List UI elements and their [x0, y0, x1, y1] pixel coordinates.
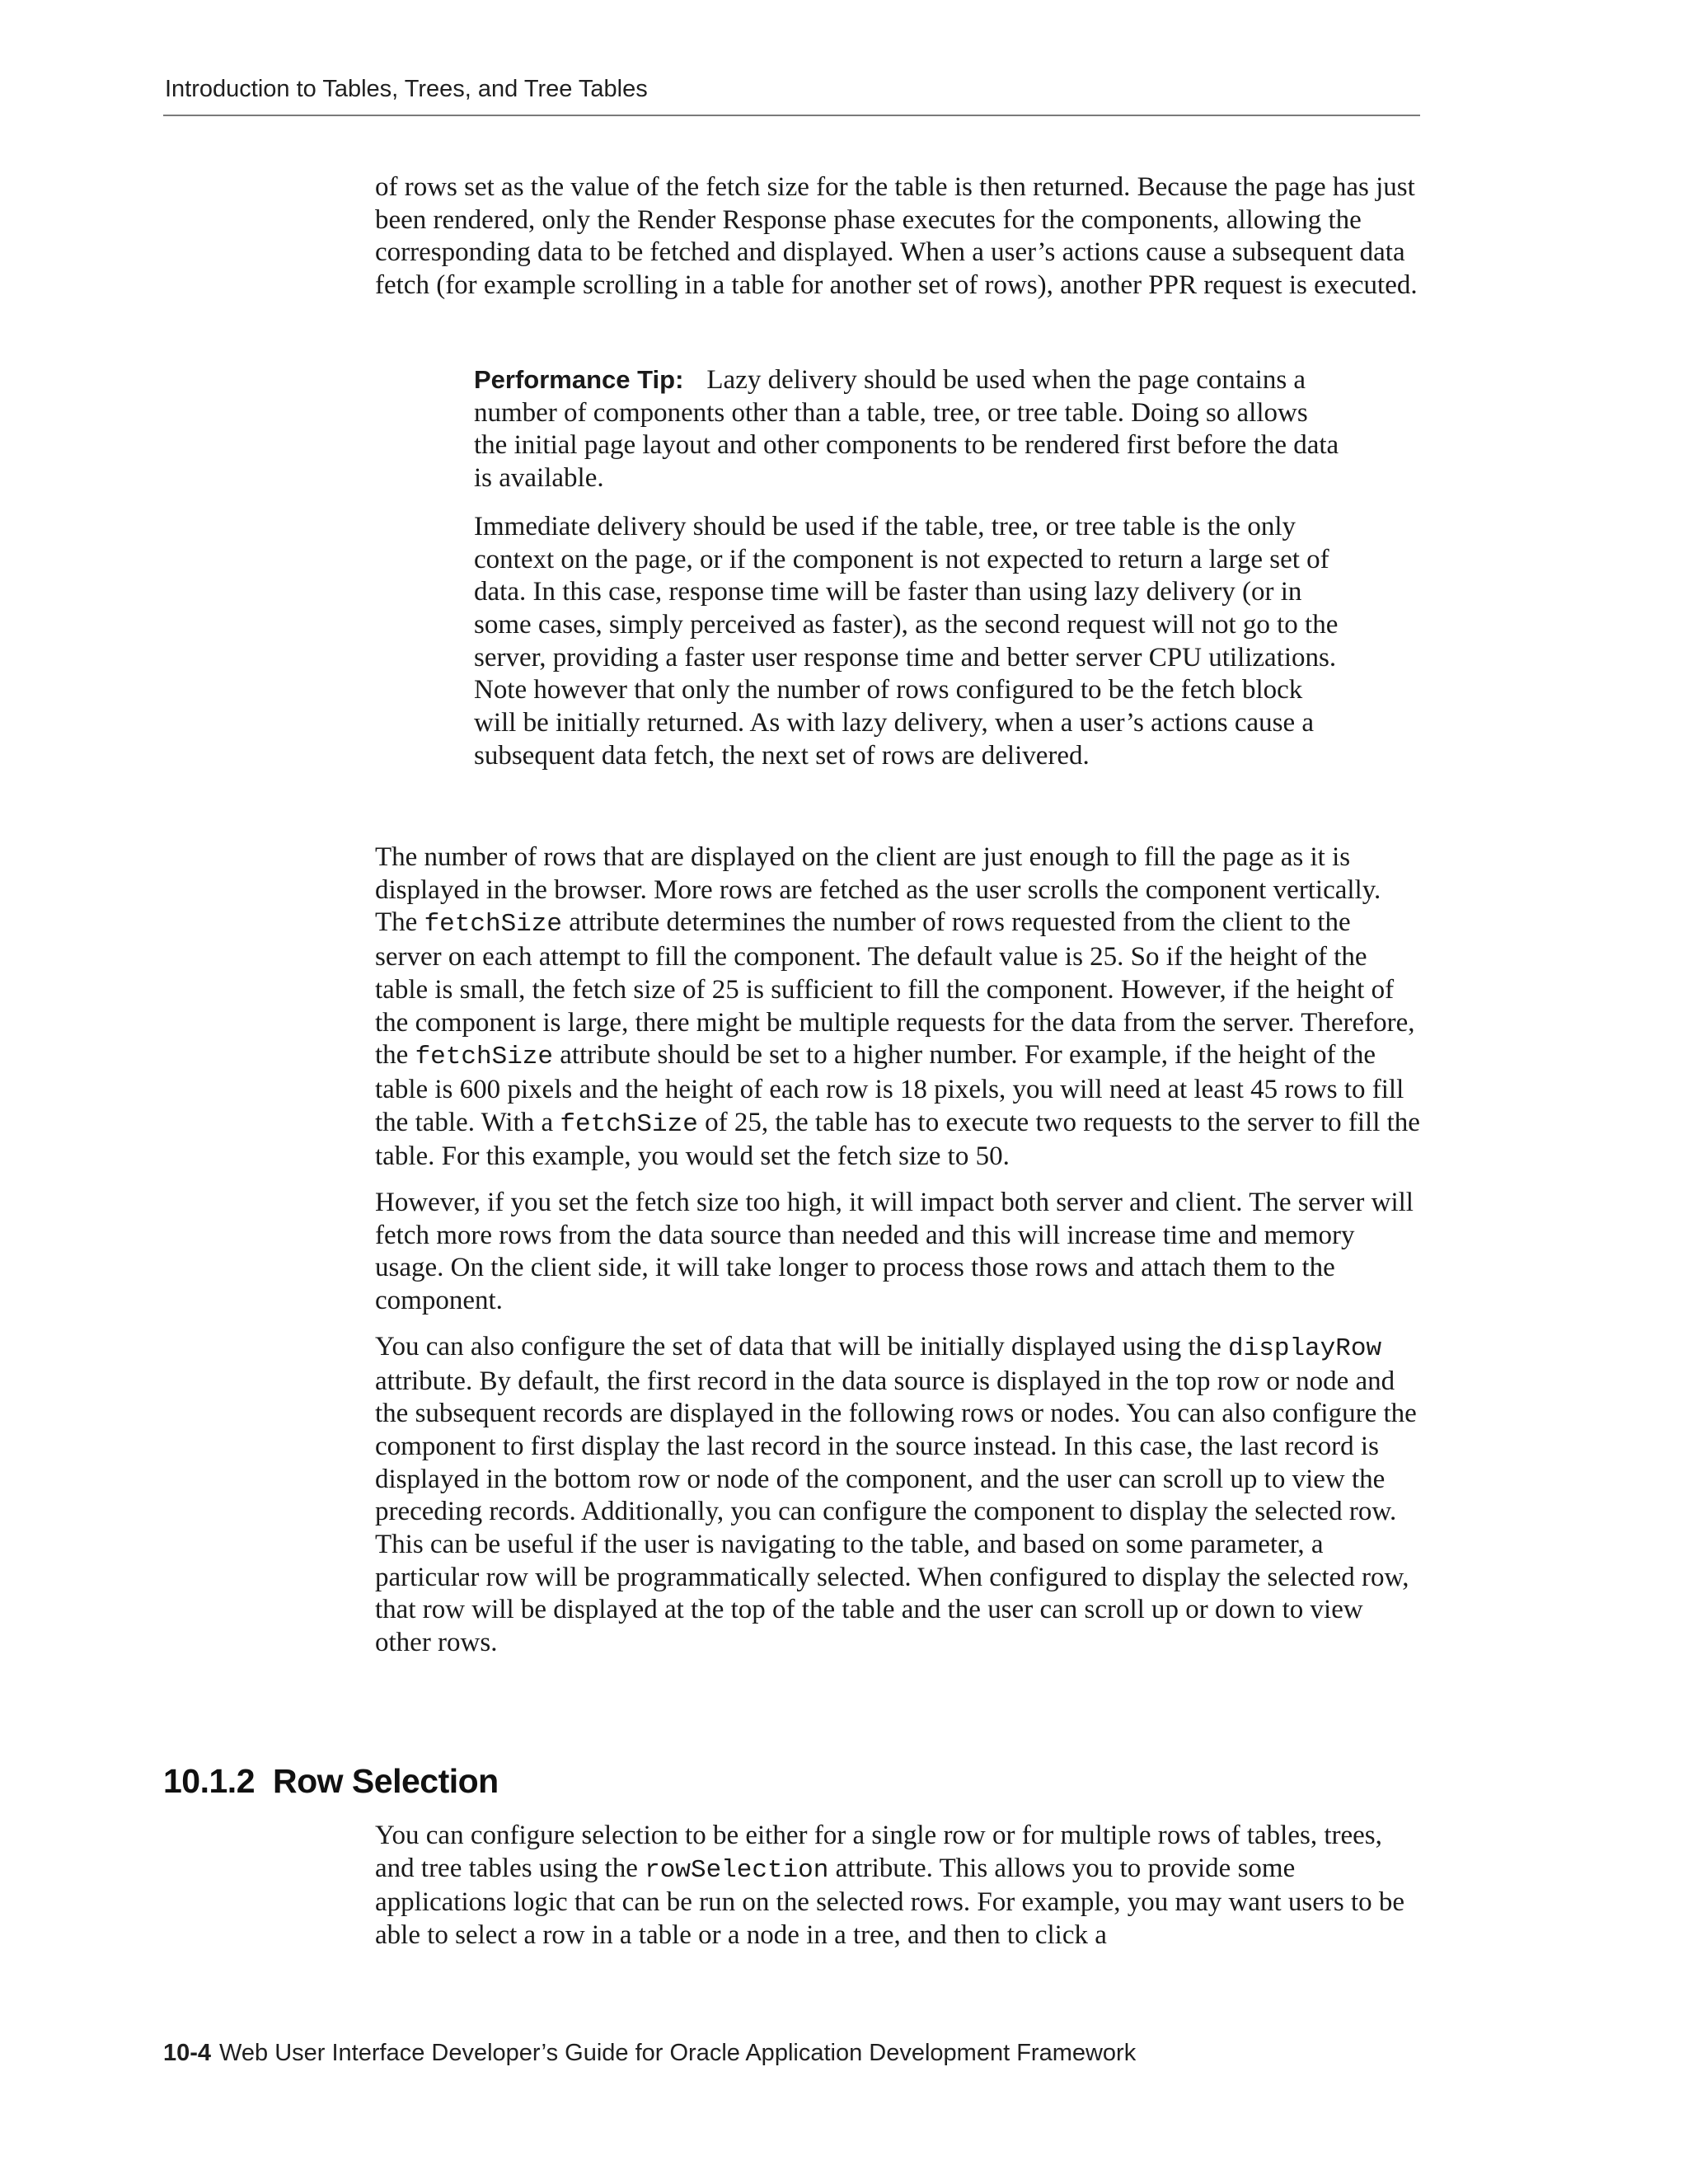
tip-paragraph-1 — [474, 363, 1348, 495]
main-body — [375, 841, 1422, 1673]
tip-paragraph-2: Immediate delivery should be used if the table, tree, or tree table is the only context on the page, or if the component is not expected to return a large set of data. In this case, response time will be faster than using lazy delivery (or in some cases, simply perceived as faster), as the second request will not go to the server, providing a faster user response time and better server CPU utilizations. Note however that only the number of rows configured to be the fetch block will be initially returned. As with lazy delivery, when a user’s actions cause a subsequent data fetch, the next set of rows are delivered. — [474, 511, 1339, 771]
code-fetchsize: fetchSize — [560, 1109, 698, 1139]
book-title: Web User Interface Developer’s Guide for Oracle Application Development Framework — [219, 2040, 1137, 2066]
section-heading — [163, 1762, 499, 1801]
text-fragment: The number of rows that are displayed on the client are just enough to fill the page as it is displayed in the browser. More rows are fetched as the user scrolls the component vertically. The — [375, 842, 1381, 938]
code-fetchsize: fetchSize — [415, 1043, 554, 1072]
however-paragraph: However, if you set the fetch size too high, it will impact both server and client. The server will fetch more rows from the data source than needed and this will increase time and memory usage. On the client side, it will take longer to process those rows and attach them to the component. — [375, 1188, 1414, 1316]
fetch-size-paragraph — [375, 841, 1422, 1174]
page-footer — [163, 2040, 1136, 2067]
text-fragment: attribute determines the number of rows requested from the client to the server on each attempt to fill the component. The default value is 25. So if the height of the table is small, the fetch size of 25 is sufficient to fill the component. However, if the height of the component is large, there might be multiple requests for the data from the server. Therefore, the — [375, 907, 1415, 1071]
text-fragment: attribute. This allows you to provide some applications logic that can be run on the selected rows. For example, you may want users to be able to select a row in a table or a node in a tree, and then to click a — [375, 1853, 1405, 1951]
tip-text-1: Lazy delivery should be used when the page contains a number of components other than a table, tree, or tree table. Doing so allows the initial page layout and other components to be rendered first before the data is available. — [474, 365, 1339, 494]
code-fetchsize: fetchSize — [424, 910, 562, 940]
header-divider — [163, 115, 1420, 116]
code-displayrow: displayRow — [1228, 1333, 1382, 1363]
row-selection-paragraph — [375, 1820, 1422, 1952]
text-fragment: attribute. By default, the first record in the data source is displayed in the top row or node and the subsequent records are displayed in the following rows or nodes. You can also configure the component to first display the last record in the source instead. In this case, the last record is displayed in the bottom row or node of the component, and the user can scroll up to view the preceding records. Additionally, you can configure the component to display the selected row. This can be useful if the user is navigating to the table, and based on some parameter, a particular row will be programmatically selected. When configured to display the selected row, that row will be displayed at the top of the table and the user can scroll up or down to view other rows. — [375, 1366, 1417, 1658]
section-number: 10.1.2 — [163, 1762, 255, 1800]
text-fragment: You can configure selection to be either for a single row or for multiple rows of tables, trees, and tree tables using the — [375, 1821, 1382, 1883]
page-number: 10-4 — [163, 2040, 212, 2066]
text-fragment: of 25, the table has to execute two requests to the server to fill the table. For this example, you would set the fetch size to 50. — [375, 1107, 1420, 1172]
intro-section — [375, 171, 1422, 316]
section-title: Row Selection — [273, 1762, 499, 1800]
tip-label: Performance Tip: — [474, 365, 684, 394]
text-fragment: attribute should be set to a higher number. For example, if the height of the table is 600 pixels and the height of each row is 18 pixels, you will need at least 45 rows to fill the table. With a — [375, 1040, 1404, 1137]
text-fragment: You can also configure the set of data that will be initially displayed using the — [375, 1331, 1221, 1361]
display-row-paragraph — [375, 1331, 1422, 1660]
performance-tip — [474, 363, 1348, 788]
running-header: Introduction to Tables, Trees, and Tree Tables — [165, 76, 648, 102]
code-rowselection: rowSelection — [645, 1855, 829, 1885]
intro-paragraph: of rows set as the value of the fetch size for the table is then returned. Because the page has just been rendered, only the Render Response phase executes for the components, allowing the corresponding data to be fetched and displayed. When a user’s actions cause a subsequent data fetch (for example scrolling in a table for another set of rows), another PPR request is executed. — [375, 172, 1418, 301]
row-selection-section — [375, 1820, 1422, 1966]
